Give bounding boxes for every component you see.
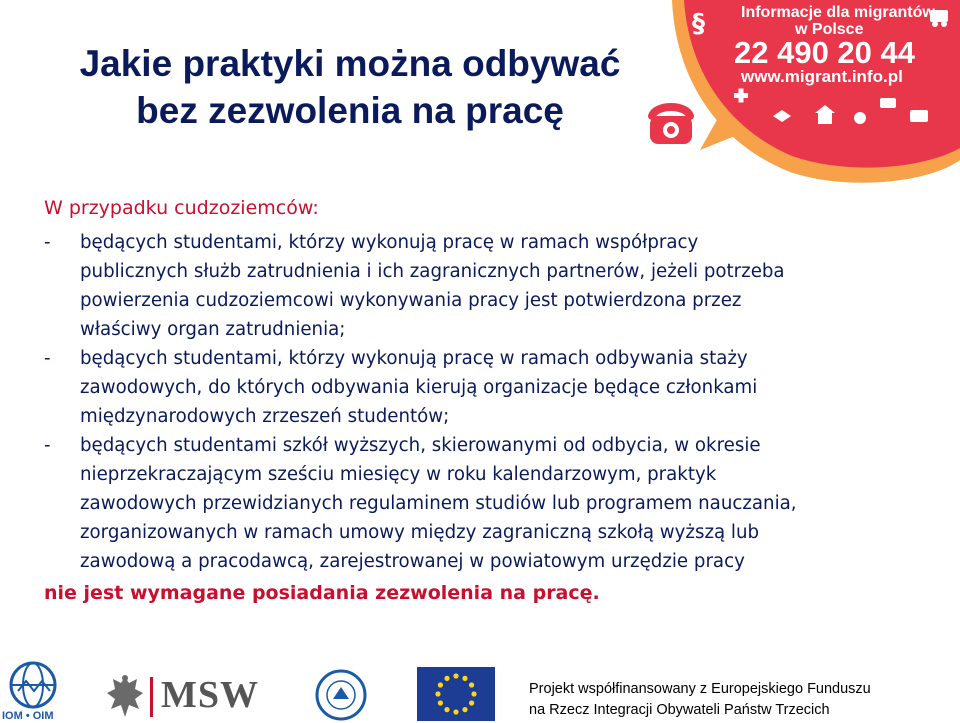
list-dash: - [44,232,51,253]
iom-label: IOM • OIM [2,710,54,722]
funding-line-1: Projekt współfinansowany z Europejskiego Funduszu [529,681,871,697]
list-item-line: zawodowych, do których odbywania kierują organizacje będące członkami [80,377,758,398]
list-item-line: będących studentami, którzy wykonują pracę w ramach odbywania staży [80,348,748,369]
list-item-line: będących studentami, którzy wykonują pracę w ramach współpracy [80,232,699,253]
plus-icon-v [739,89,744,103]
list-item-line: właściwy organ zatrudnienia; [80,319,346,340]
list-item-line: nieprzekraczającym sześciu miesięcy w roku kalendarzowym, praktyk [80,464,717,485]
funding-note [529,679,871,721]
list-dash: - [44,435,51,456]
badge-url[interactable]: www.migrant.info.pl [741,67,903,86]
list-item-line: zawodową a pracodawcą, zarejestrowanej w powiatowym urzędzie pracy [80,551,745,572]
graduation-icon [880,98,896,108]
list-item-line: zorganizowanych w ramach umowy między zagraniczną szkołą wyższą lub [80,522,760,543]
conclusion-text: nie jest wymagane posiadania zezwolenia na pracę. [44,582,600,604]
labour-inspection-seal-icon [315,669,367,721]
bus-icon [910,110,928,122]
dot-icon [854,112,866,124]
badge-phone[interactable]: 22 490 20 44 [734,35,916,70]
phone-icon [650,107,692,144]
car-wheel-right [941,21,947,27]
list-item [44,431,944,576]
list-item-line: międzynarodowych zrzeszeń studentów; [80,406,450,427]
list-item-line: publicznych służb zatrudnienia i ich zagranicznych partnerów, jeżeli potrzeba [80,261,785,282]
intro-heading: W przypadku cudzoziemców: [44,197,319,219]
title-line-1: Jakie praktyki można odbywać [79,43,621,84]
main-content [44,194,944,608]
list-item-line: będących studentami szkół wyższych, skierowanymi od odbycia, w okresie [80,435,761,456]
list-item-line: zawodowych przewidzianych regulaminem studiów lub programem nauczania, [80,493,797,514]
list-item-line: powierzenia cudzoziemcowi wykonywania pracy jest potwierdzona przez [80,290,742,311]
msw-red-bar [150,677,153,717]
migrant-info-badge [0,0,960,200]
funding-line-2: na Rzecz Integracji Obywateli Państw Trzecich [529,702,830,718]
house-icon-body [818,112,832,124]
badge-line-1: Informacje dla migrantów [741,4,935,21]
msw-logo: MSW [161,674,259,716]
paragraph-icon: § [692,9,705,39]
badge-line-2: w Polsce [795,21,864,38]
list-dash: - [44,348,51,369]
eagle-emblem-icon [104,673,146,721]
list-item [44,228,944,344]
list-item [44,344,944,431]
title-line-2: bez zezwolenia na pracę [136,90,564,131]
eu-flag-icon [417,667,495,721]
